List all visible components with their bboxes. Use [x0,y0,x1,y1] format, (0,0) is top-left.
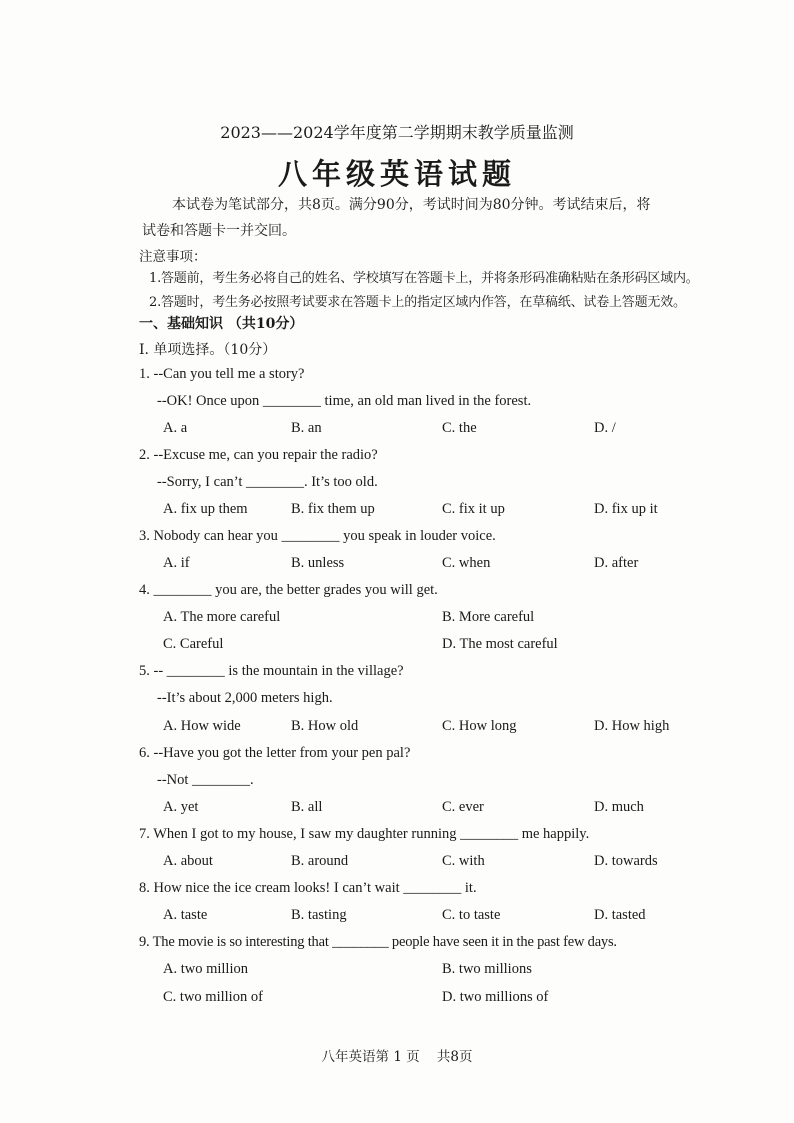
intro-line-2: 试卷和答题卡一并交回。 [142,223,296,239]
question-9-option-c: C. two million of [163,989,263,1005]
question-2-option-a: A. fix up them [163,501,248,517]
subject-title: 八年级英语试题 [277,157,516,191]
question-7-option-d: D. towards [594,853,658,869]
question-4-option-b: B. More careful [442,609,535,625]
question-1-option-b: B. an [291,420,322,436]
question-3-option-d: D. after [594,555,639,571]
question-9-option-b: B. two millions [442,961,532,977]
question-5-option-a: A. How wide [163,718,241,734]
question-2-option-c: C. fix it up [442,501,505,517]
question-6-option-a: A. yet [163,799,199,815]
question-2-option-b: B. fix them up [291,501,375,517]
question-1-stem: 1. --Can you tell me a story? [139,366,305,382]
question-3-stem: 3. Nobody can hear you ________ you speak in louder voice. [139,528,496,544]
question-9-option-d: D. two millions of [442,989,549,1005]
question-9-stem: 9. The movie is so interesting that ________ people have seen it in the past few days. [139,934,617,950]
footer-total-pages: 共8页 [436,1049,473,1065]
question-5-option-d: D. How high [594,718,670,734]
question-8-stem: 8. How nice the ice cream looks! I can’t wait ________ it. [139,880,477,896]
section-title: 一、基础知识 （共10分） [139,316,304,332]
question-8-option-a: A. taste [163,907,208,923]
question-1-option-c: C. the [442,420,477,436]
exam-title: 2023——2024学年度第二学期期末教学质量监测 [220,123,574,142]
question-4-option-d: D. The most careful [442,636,558,652]
question-8-option-c: C. to taste [442,907,501,923]
question-6-stem: 6. --Have you got the letter from your pen pal? [139,745,411,761]
question-8-option-d: D. tasted [594,907,646,923]
question-6-option-c: C. ever [442,799,484,815]
question-9-option-a: A. two million [163,961,248,977]
note-item-1: 1.答题前，考生务必将自己的姓名、学校填写在答题卡上，并将条形码准确粘贴在条形码区域内。 [149,271,699,286]
question-1-option-d: D. / [594,420,616,436]
question-7-option-c: C. with [442,853,485,869]
question-3-option-c: C. when [442,555,491,571]
question-2-option-d: D. fix up it [594,501,658,517]
question-4-option-c: C. Careful [163,636,224,652]
question-6-reply: --Not ________. [157,772,254,788]
question-7-option-b: B. around [291,853,349,869]
part-title: I. 单项选择。（10分） [139,342,277,358]
question-1-option-a: A. a [163,420,188,436]
question-4-option-a: A. The more careful [163,609,281,625]
notes-heading: 注意事项： [139,249,207,265]
question-5-reply: --It’s about 2,000 meters high. [157,690,333,706]
question-4-stem: 4. ________ you are, the better grades you will get. [139,582,438,598]
question-1-reply: --OK! Once upon ________ time, an old man lived in the forest. [157,393,532,409]
question-7-stem: 7. When I got to my house, I saw my daughter running ________ me happily. [139,826,590,842]
question-8-option-b: B. tasting [291,907,347,923]
question-6-option-d: D. much [594,799,644,815]
intro-line-1: 本试卷为笔试部分，共8页。满分90分，考试时间为80分钟。考试结束后，将 [172,197,651,213]
question-3-option-b: B. unless [291,555,345,571]
question-3-option-a: A. if [163,555,190,571]
question-6-option-b: B. all [291,799,323,815]
question-5-option-c: C. How long [442,718,517,734]
question-5-option-b: B. How old [291,718,359,734]
question-5-stem: 5. -- ________ is the mountain in the village? [139,663,404,679]
question-2-stem: 2. --Excuse me, can you repair the radio? [139,447,378,463]
question-2-reply: --Sorry, I can’t ________. It’s too old. [157,474,378,490]
footer-page-number: 八年英语第 1 页 [321,1049,420,1065]
page-footer [0,1045,794,1065]
question-7-option-a: A. about [163,853,213,869]
note-item-2: 2.答题时，考生务必按照考试要求在答题卡上的指定区域内作答，在草稿纸、试卷上答题无效。 [149,295,686,310]
